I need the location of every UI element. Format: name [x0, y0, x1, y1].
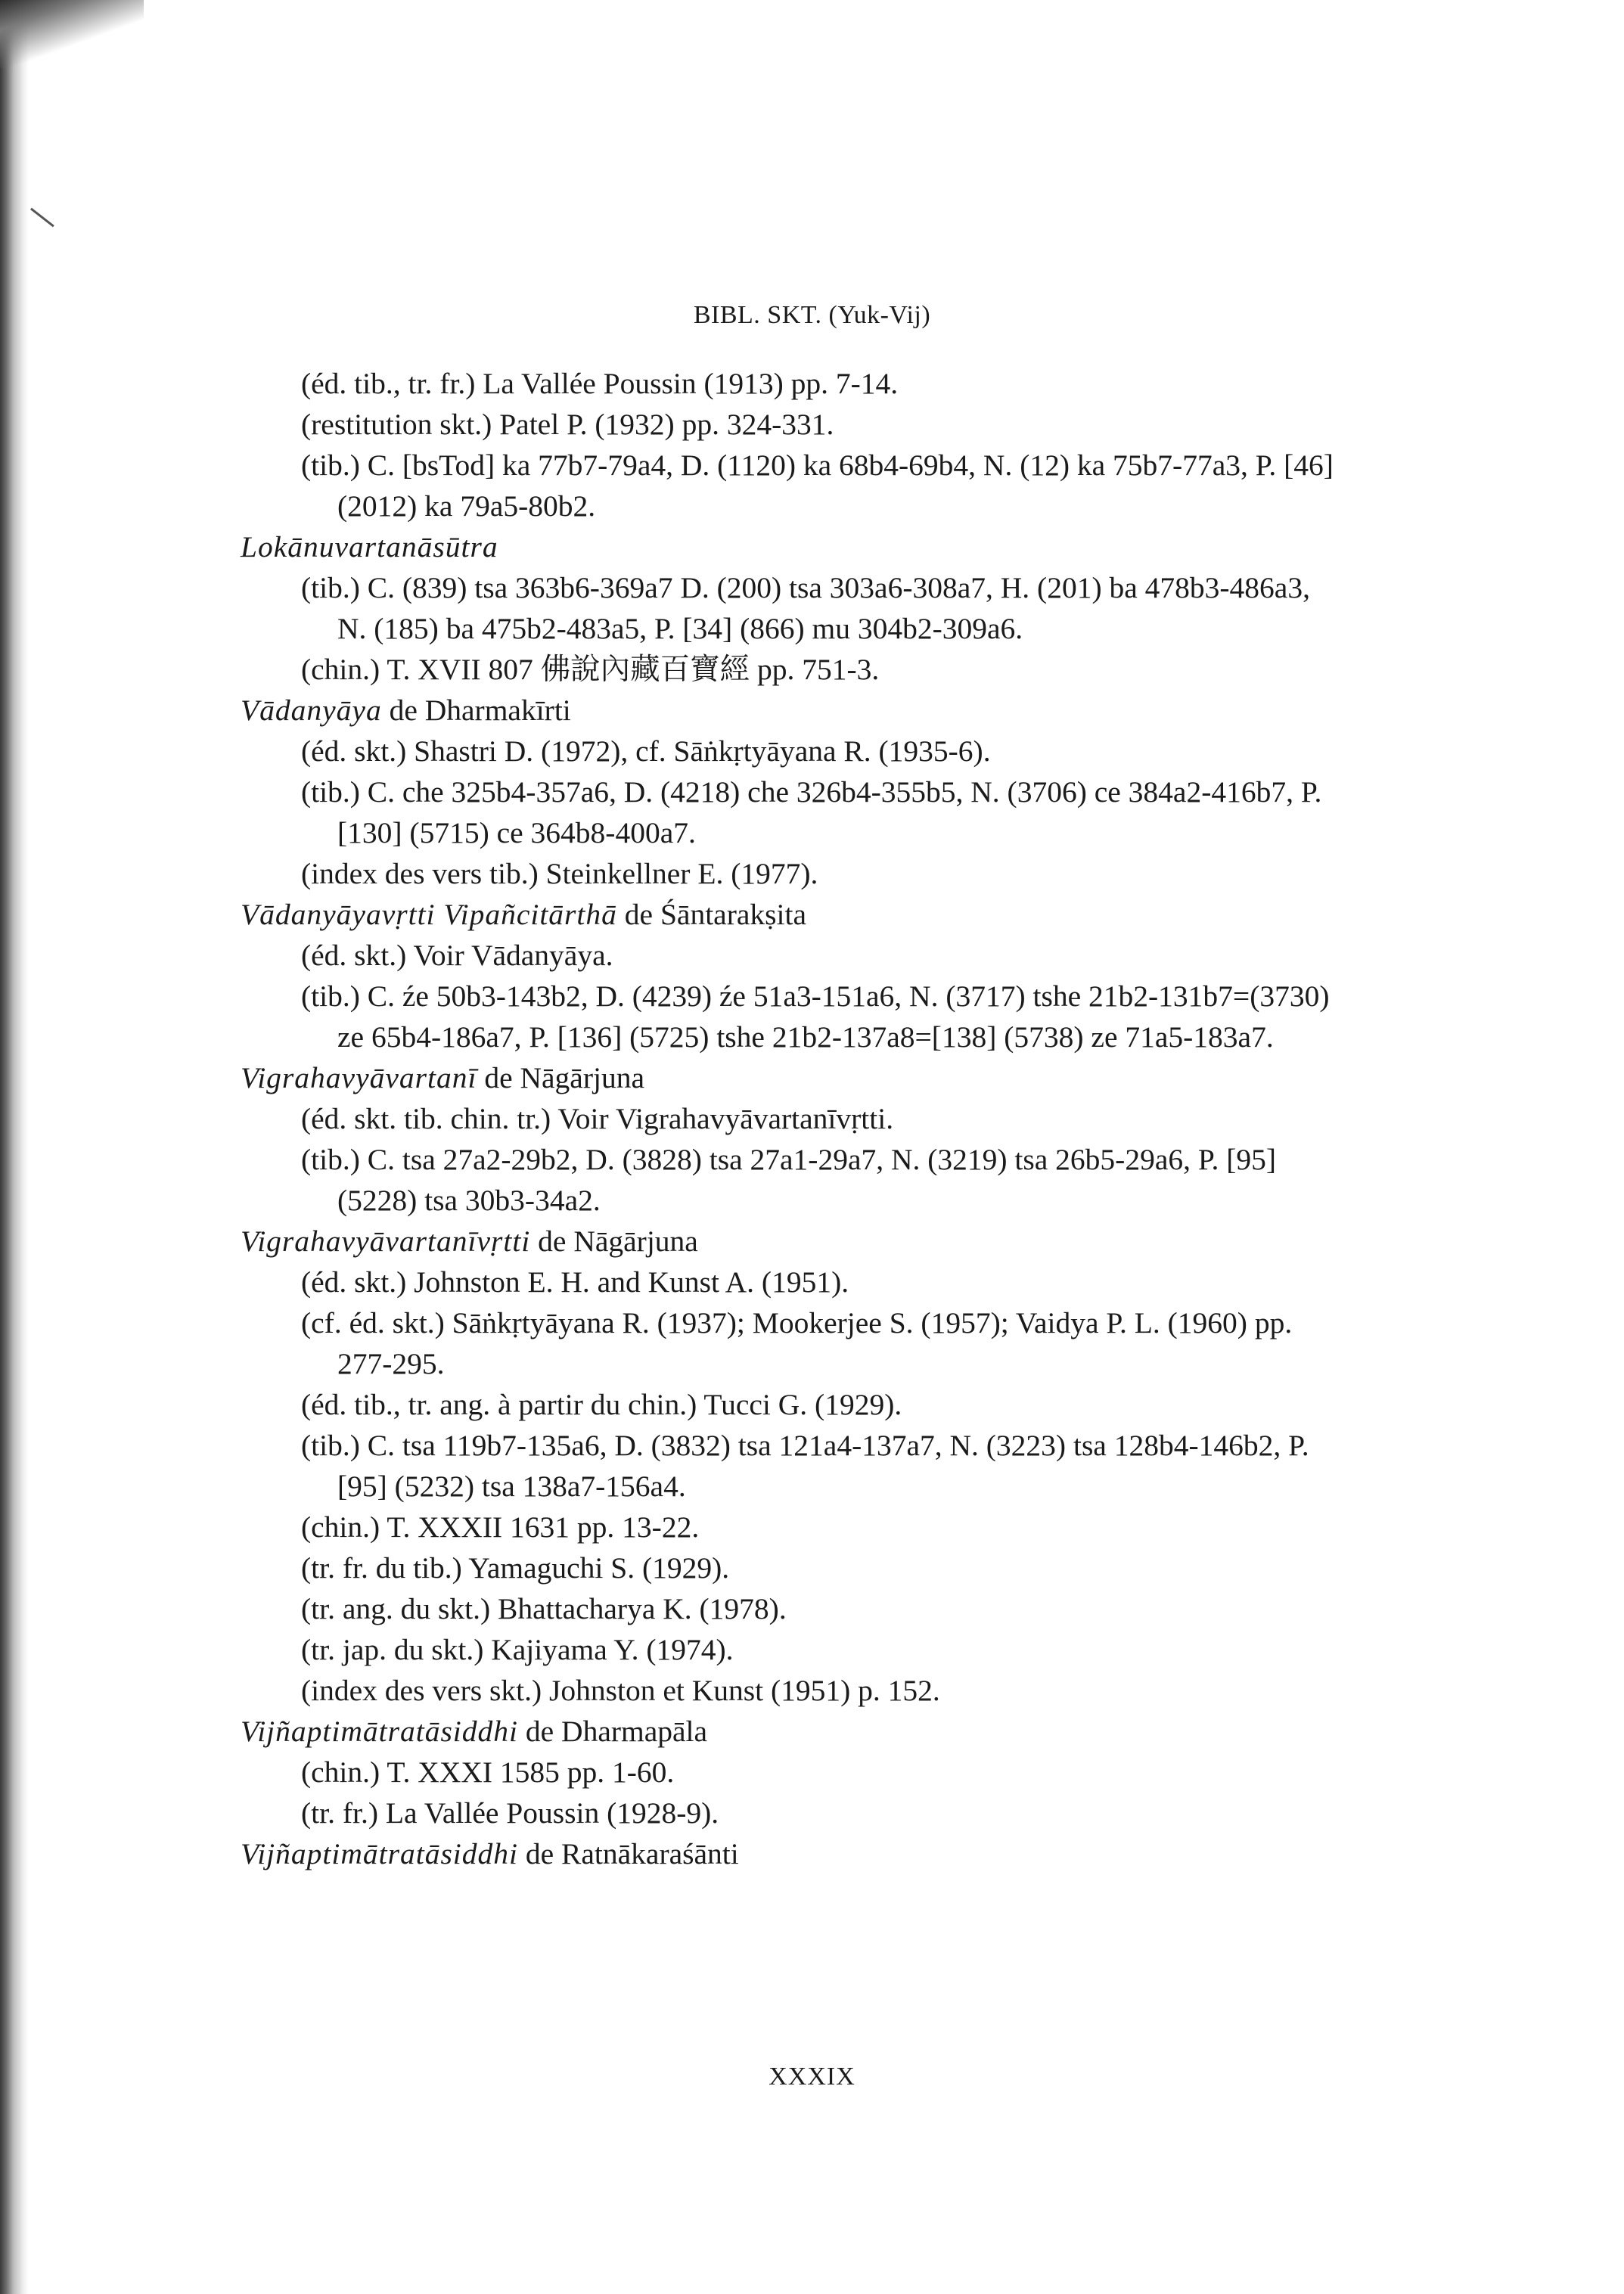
reference-line: (chin.) T. XXXII 1631 pp. 13-22.: [301, 1510, 700, 1544]
reference-line: (tib.) C. [bsTod] ka 77b7-79a4, D. (1120) ka 68b4-69b4, N. (12) ka 75b7-77a3, P. [46] (2012) ka 79a5-80b2.: [301, 449, 1334, 523]
reference-line: (éd. tib., tr. ang. à partir du chin.) Tucci G. (1929).: [301, 1388, 902, 1421]
reference-line: (tr. fr. du tib.) Yamaguchi S. (1929).: [301, 1551, 730, 1585]
entry-heading: Vādanyāyavṛtti Vipañcitārthā de Śāntarakṣita: [241, 898, 806, 931]
reference-line: (éd. tib., tr. fr.) La Vallée Poussin (1913) pp. 7-14.: [301, 367, 899, 400]
entry-heading: Vigrahavyāvartanīvṛtti de Nāgārjuna: [241, 1225, 698, 1258]
reference-line: (éd. skt.) Johnston E. H. and Kunst A. (1951).: [301, 1265, 849, 1299]
reference-line: (tib.) C. (839) tsa 363b6-369a7 D. (200) tsa 303a6-308a7, H. (201) ba 478b3-486a3, N. (185) ba 475b2-483a5, P. [34] (866) mu 304b2-309a6.: [301, 571, 1310, 645]
reference-line: (tr. ang. du skt.) Bhattacharya K. (1978).: [301, 1592, 787, 1625]
reference-line: (tib.) C. tsa 27a2-29b2, D. (3828) tsa 27a1-29a7, N. (3219) tsa 26b5-29a6, P. [95] (5228) tsa 30b3-34a2.: [301, 1143, 1277, 1217]
reference-line: (index des vers skt.) Johnston et Kunst (1951) p. 152.: [301, 1674, 940, 1707]
reference-line: (chin.) T. XXXI 1585 pp. 1-60.: [301, 1755, 675, 1789]
running-header: BIBL. SKT. (Yuk-Vij): [693, 301, 931, 329]
entry-heading: Vigrahavyāvartanī de Nāgārjuna: [241, 1061, 645, 1094]
entry-heading: Vijñaptimātratāsiddhi de Dharmapāla: [241, 1715, 708, 1748]
entry-heading: Lokānuvartanāsūtra: [241, 530, 498, 563]
entry-heading: Vijñaptimātratāsiddhi de Ratnākaraśānti: [241, 1837, 739, 1870]
reference-line: (éd. skt. tib. chin. tr.) Voir Vigrahavyāvartanīvṛtti.: [301, 1102, 894, 1135]
reference-line: (tr. jap. du skt.) Kajiyama Y. (1974).: [301, 1633, 734, 1666]
reference-line: (tib.) C. źe 50b3-143b2, D. (4239) źe 51a3-151a6, N. (3717) tshe 21b2-131b7=(3730) ze 65b4-186a7, P. [136] (5725) tshe 21b2-137a8=[138] (5738) ze 71a5-183a7.: [301, 979, 1330, 1054]
page-corner-shadow: [0, 0, 144, 68]
reference-line: (éd. skt.) Voir Vādanyāya.: [301, 939, 613, 972]
entry-heading: Vādanyāya de Dharmakīrti: [241, 694, 571, 727]
reference-line: (restitution skt.) Patel P. (1932) pp. 324-331.: [301, 408, 834, 441]
reference-line: (éd. skt.) Shastri D. (1972), cf. Sāṅkṛtyāyana R. (1935-6).: [301, 734, 991, 768]
reference-line: (chin.) T. XVII 807 佛說內藏百寶經 pp. 751-3.: [301, 653, 880, 686]
reference-line: (tib.) C. che 325b4-357a6, D. (4218) che 326b4-355b5, N. (3706) ce 384a2-416b7, P. [130] (5715) ce 364b8-400a7.: [301, 775, 1322, 849]
scan-mark: [30, 188, 70, 228]
reference-line: (tr. fr.) La Vallée Poussin (1928-9).: [301, 1796, 719, 1830]
page-number: XXXIX: [769, 2063, 855, 2091]
bibliography-body: [241, 363, 1345, 1874]
reference-line: (cf. éd. skt.) Sāṅkṛtyāyana R. (1937); Mookerjee S. (1957); Vaidya P. L. (1960) pp. 277-295.: [301, 1306, 1293, 1380]
book-spine-edge: [0, 0, 29, 2294]
reference-line: (tib.) C. tsa 119b7-135a6, D. (3832) tsa 121a4-137a7, N. (3223) tsa 128b4-146b2, P. [95] (5232) tsa 138a7-156a4.: [301, 1429, 1309, 1503]
reference-line: (index des vers tib.) Steinkellner E. (1977).: [301, 857, 818, 890]
